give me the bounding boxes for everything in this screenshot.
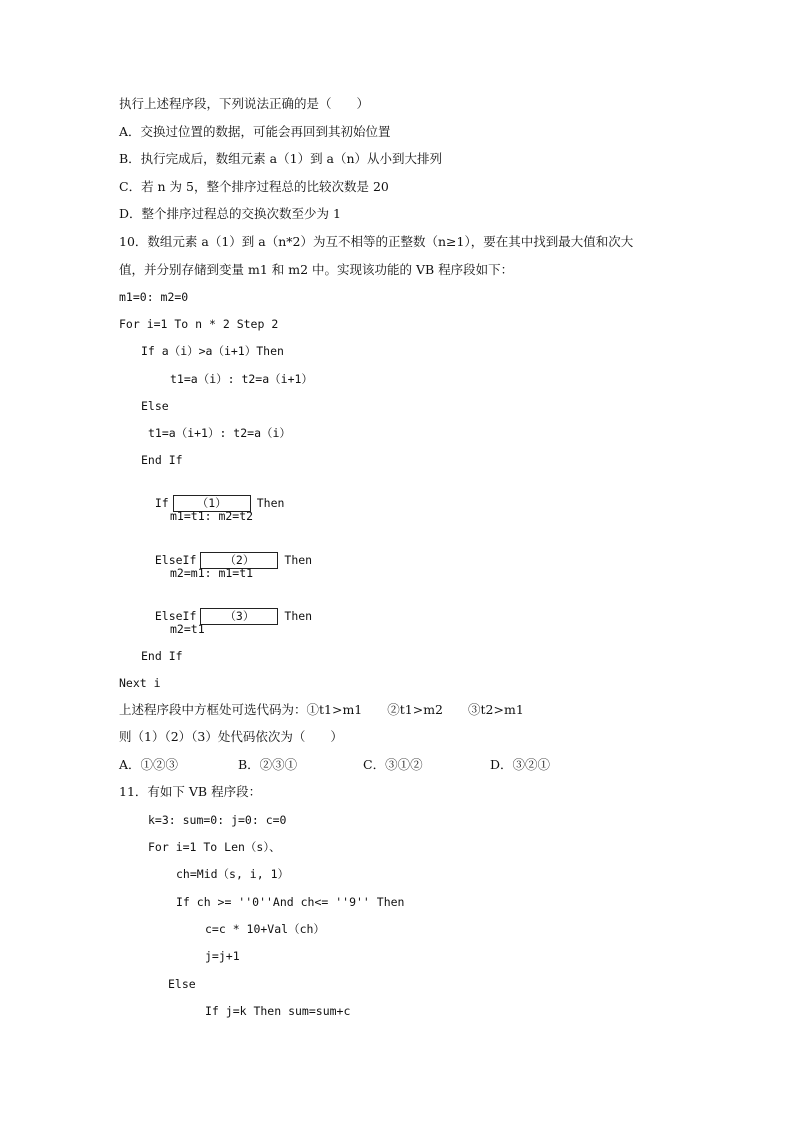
code-line: t1=a（i）: t2=a（i+1） [170,372,313,386]
code-line: m1=t1: m2=t2 [170,509,254,523]
code-line-elseif-blank-3 [141,592,312,625]
code-line: ch=Mid（s, i, 1） [176,867,290,881]
code-line: End If [141,649,183,663]
q10-question: 则（1）（2）（3）处代码依次为（ ） [119,729,343,744]
q9-option-a: A．交换过位置的数据，可能会再回到其初始位置 [119,124,391,139]
q11-stem: 11．有如下 VB 程序段： [119,784,262,799]
q10-option-c: C．③①② [363,757,423,772]
elseif-keyword: ElseIf [154,553,197,567]
q10-option-d: D．③②① [490,757,551,772]
code-line: End If [141,453,183,467]
q10-option-b: B．②③① [238,757,298,772]
then-keyword: Then [284,553,313,567]
code-line: j=j+1 [205,949,240,963]
code-line: For i=1 To Len（s）、 [148,840,281,854]
elseif-keyword: ElseIf [154,609,197,623]
if-keyword: If [154,496,169,510]
q9-stem: 执行上述程序段，下列说法正确的是（ ） [119,96,370,111]
then-keyword: Then [256,496,285,510]
then-keyword: Then [284,609,313,623]
q9-option-c: C．若 n 为 5，整个排序过程总的比较次数是 20 [119,179,389,194]
code-line: If ch >= ''0''And ch<= ''9'' Then [176,895,405,909]
blank-box-3: （3） [200,608,278,625]
q10-stem-line2: 值，并分别存储到变量 m1 和 m2 中。实现该功能的 VB 程序段如下： [119,262,514,277]
code-line: Next i [119,676,161,690]
code-line: m2=m1: m1=t1 [170,566,254,580]
code-line: Else [168,977,196,991]
code-line: Else [141,399,169,413]
code-line: k=3: sum=0: j=0: c=0 [148,813,287,827]
code-line: m2=t1 [170,622,205,636]
code-line: For i=1 To n * 2 Step 2 [119,317,279,331]
code-line: If a（i）>a（i+1）Then [141,344,284,358]
code-line: t1=a（i+1）: t2=a（i） [148,426,291,440]
q9-option-b: B．执行完成后，数组元素 a（1）到 a（n）从小到大排列 [119,151,443,166]
q10-option-a: A．①②③ [119,757,179,772]
q9-option-d: D．整个排序过程总的交换次数至少为 1 [119,206,341,221]
q10-candidates: 上述程序段中方框处可选代码为：①t1>m1 ②t1>m2 ③t2>m1 [119,702,524,717]
code-line: If j=k Then sum=sum+c [205,1004,351,1018]
q10-stem-line1: 10．数组元素 a（1）到 a（n*2）为互不相等的正整数（n≥1），要在其中找到最大值和次大 [119,234,634,249]
code-line: m1=0: m2=0 [119,290,189,304]
blank-box-1: （1） [173,495,251,512]
code-line: c=c * 10+Val（ch） [205,922,325,936]
blank-box-2: （2） [200,552,278,569]
